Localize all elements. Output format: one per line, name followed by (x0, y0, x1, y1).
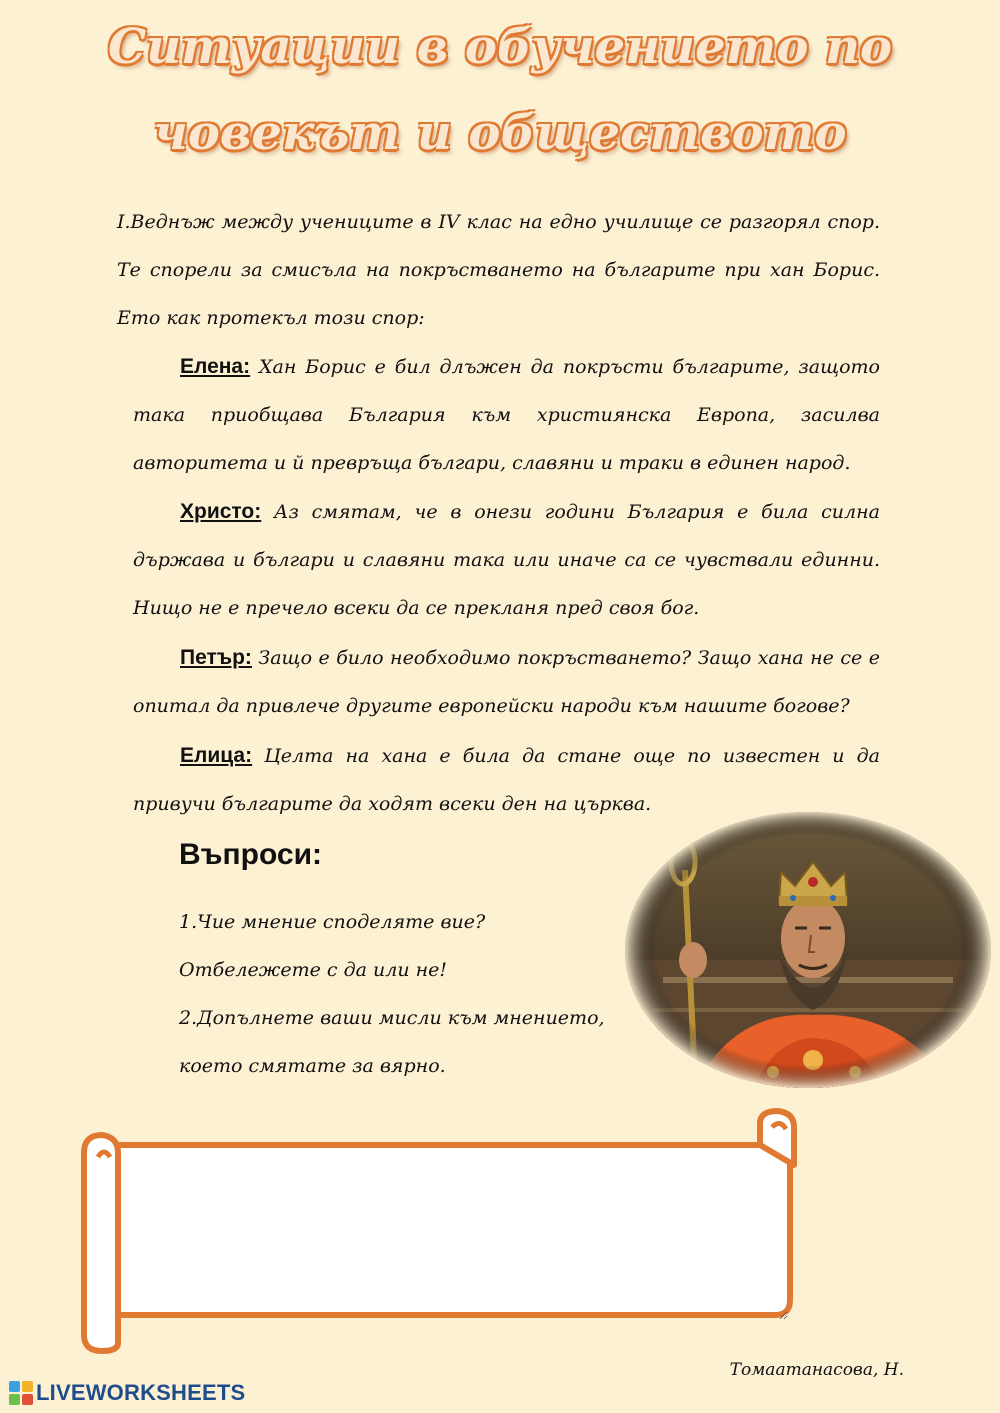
dialog-elena (133, 343, 880, 487)
dialog-petar (133, 634, 880, 730)
speaker-statement: Целта на хана е била да стане още по известен и да привучи българите да ходят всеки ден на църква. (133, 745, 880, 815)
author-signature: Томаатанасова, Н. (729, 1360, 904, 1380)
speaker-statement: Аз смятам, че в онези години България е била силна държава и българи и славяни така или иначе са се чувствали единни. Нищо не е пречело всеки да се прекланя пред своя бог. (133, 501, 880, 619)
page-title (0, 4, 1000, 176)
dialog-hristo (133, 488, 880, 632)
brand-name: LIVEWORKSHEETS (36, 1380, 246, 1405)
speaker-statement: Защо е било необходимо покръстването? Защо хана не се е опитал да привлече другите европейски народи към нашите богове? (133, 647, 880, 717)
khan-boris-portrait (623, 810, 993, 1090)
speaker-statement: Хан Борис е бил длъжен да покръсти българите, защото така приобщава България към християнска Европа, засилва авторитета и й превръща българи, славяни и траки в единен народ. (133, 356, 880, 474)
question-item: 1.Чие мнение споделяте вие? Отбележете с да или не! (179, 911, 486, 981)
brand-logo (8, 1380, 245, 1406)
title-line-1: Ситуации в обучението по (107, 19, 893, 75)
speaker-name: Елена: (180, 355, 251, 378)
answer-field[interactable] (118, 1144, 788, 1320)
title-line-2: човекът и обществото (153, 105, 847, 161)
intro-paragraph: I.Веднъж между учениците в IV клас на едно училище се разгорял спор. Те спорели за смисъла на покръстването на българите при хан Борис. Ето как протекъл този спор: (117, 211, 880, 329)
questions-heading: Въпроси: (179, 838, 323, 871)
speaker-name: Елица: (180, 744, 253, 767)
question-item: 2.Допълнете ваши мисли към мнението, което смятате за вярно. (179, 1007, 605, 1077)
speaker-name: Христо: (180, 500, 262, 523)
questions-list (179, 898, 624, 1090)
liveworksheets-icon (8, 1380, 34, 1406)
speaker-name: Петър: (180, 646, 252, 669)
